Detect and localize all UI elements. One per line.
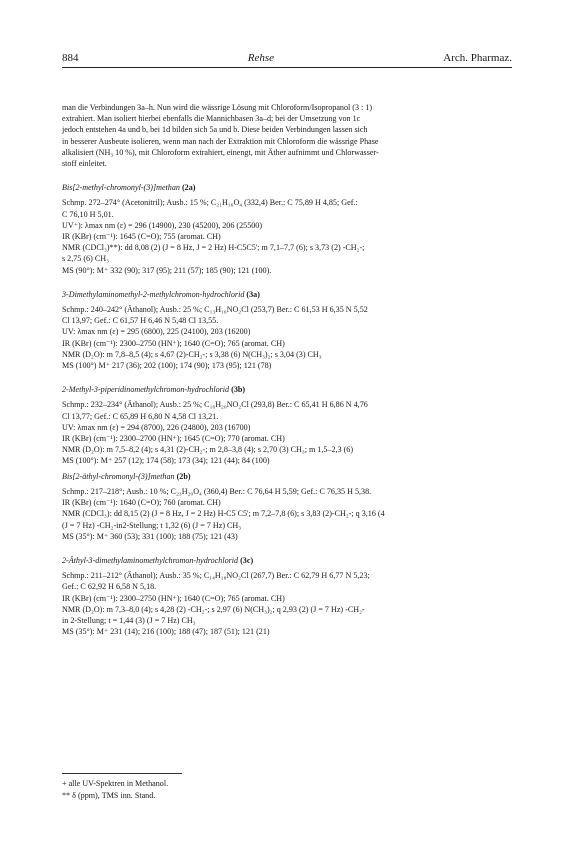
compound-name: Bis[2-äthyl-chromonyl-(3)]methan bbox=[62, 471, 175, 481]
compound-entry-3c bbox=[62, 555, 512, 637]
compound-entry-3b bbox=[62, 384, 512, 466]
footnote-rule bbox=[62, 773, 182, 774]
data-line: NMR (CDCl₃)**): dd 8,08 (2) (J = 8 Hz, J = 2 Hz) H-C5C5'; m 7,1–7,7 (6); s 3,73 (2) -CH₂-; bbox=[62, 243, 365, 253]
page-content bbox=[62, 52, 512, 637]
footnote-nmr: ** δ (ppm), TMS inn. Stand. bbox=[62, 790, 156, 800]
data-line: C 76,10 H 5,01. bbox=[62, 209, 114, 219]
data-line: Schmp.: 211–212° (Äthanol); Ausb.: 35 %; C₁₄H₁₈NO₂Cl (267,7) Ber.: C 62,79 H 6,77 N 5,23; bbox=[62, 571, 370, 581]
journal-name: Arch. Pharmaz. bbox=[443, 52, 512, 64]
footnote-uv: + alle UV-Spektren in Methanol. bbox=[62, 779, 169, 788]
compound-name: 2-Äthyl-3-dimethylaminomethylchromon-hydrochlorid bbox=[62, 555, 239, 565]
data-line: Schmp.: 240–242° (Äthanol); Ausb.: 25 %; C₁₃H₁₆NO₂Cl (253,7) Ber.: C 61,53 H 6,35 N 5,52 bbox=[62, 305, 368, 315]
intro-line: jedoch entstehen 4a und b, bei 1d bilden sich 5a und b. Diese beiden Verbindungen lassen sich bbox=[62, 125, 368, 135]
intro-paragraph bbox=[62, 102, 512, 169]
data-line: (J = 7 Hz) -CH₂-in2-Stellung; t 1,32 (6) (J = 7 Hz) CH₃ bbox=[62, 520, 242, 530]
data-line: NMR (D₂O): m 7,3–8,0 (4); s 4,28 (2) -CH₂-; s 2,97 (6) N(CH₃)₂; q 2,93 (2) (J = 7 Hz) -CH₂- bbox=[62, 604, 365, 614]
data-line: Schmp.: 217–218°; Ausb.: 10 %; C₂₃H₂₀O₄ (360,4) Ber.: C 76,64 H 5,59; Gef.: C 76,35 H 5,38. bbox=[62, 486, 372, 496]
data-line: NMR (D₂O): m 7,5–8,2 (4); s 4,31 (2)-CH₂-; m 2,8–3,8 (4); s 2,70 (3) CH₃; m 1,5–2,3 (6) bbox=[62, 445, 354, 455]
data-line: Cl 13,77; Gef.: C 65,89 H 6,80 N 4,58 Cl 13,21. bbox=[62, 411, 219, 421]
compound-code: (2b) bbox=[176, 471, 191, 481]
compound-code: (3b) bbox=[231, 385, 246, 395]
data-line: UV: λmax nm (ε) = 294 (8700), 226 (24800), 203 (16700) bbox=[62, 422, 251, 432]
compound-entry-2a bbox=[62, 182, 512, 276]
running-header bbox=[62, 52, 512, 68]
data-line: UV⁺): λmax nm (ε) = 296 (14900), 230 (45200), 206 (25500) bbox=[62, 220, 263, 230]
running-author: Rehse bbox=[247, 52, 275, 64]
data-line: IR (KBr) (cm⁻¹): 1640 (C=O); 760 (aromat. CH) bbox=[62, 498, 221, 508]
data-line: Schmp.: 232–234° (Äthanol); Ausb.: 25 %; C₁₆H₂₀NO₂Cl (293,8) Ber.: C 65,41 H 6,86 N 4,76 bbox=[62, 400, 368, 410]
compound-title bbox=[62, 384, 512, 395]
data-line: Cl 13,97; Gef.: C 61,57 H 6,46 N 5,48 Cl 13,55. bbox=[62, 316, 219, 326]
data-line: UV: λmax nm (ε) = 295 (6800), 225 (24100), 203 (16200) bbox=[62, 327, 251, 337]
intro-line: stoff einleitet. bbox=[62, 159, 107, 169]
compound-name: 2-Methyl-3-piperidinomethylchromon-hydrochlorid bbox=[62, 385, 230, 395]
compound-title bbox=[62, 289, 512, 300]
data-line: MS (100°): M⁺ 257 (12); 174 (58); 173 (34); 121 (44); 84 (100) bbox=[62, 456, 270, 466]
data-line: IR (KBr) (cm⁻¹): 2300–2750 (HN⁺); 1640 (C=O); 765 (aromat. CH) bbox=[62, 593, 285, 603]
data-line: in 2-Stellung; t = 1,44 (3) (J = 7 Hz) CH₃ bbox=[62, 615, 196, 625]
data-line: s 2,75 (6) CH₃ bbox=[62, 254, 109, 264]
data-line: Schmp. 272–274° (Acetonitril); Ausb.: 15 %; C₂₁H₁₆O₄ (332,4) Ber.: C 75,89 H 4,85; Gef.: bbox=[62, 198, 358, 208]
compound-code: (2a) bbox=[181, 183, 196, 193]
data-line: IR (KBr) (cm⁻¹): 2300–2700 (HN⁺); 1645 (C=O); 770 (aromat. CH) bbox=[62, 434, 285, 444]
data-line: MS (35°): M⁺ 360 (53); 331 (100); 188 (75); 121 (43) bbox=[62, 531, 238, 541]
compound-title bbox=[62, 182, 512, 193]
compound-name: 3-Dimethylaminomethyl-2-methylchromon-hydrochlorid bbox=[62, 289, 245, 299]
page-number: 884 bbox=[62, 52, 79, 64]
intro-line: extrahiert. Man isoliert hierbei ebenfalls die Mannichbasen 3a–d; bei der Umsetzung von 1c bbox=[62, 114, 361, 124]
intro-line: in besserer Ausbeute isolieren, wenn man nach der Extraktion mit Chloroform die wässrige Phase bbox=[62, 136, 379, 146]
data-line: MS (90°): M⁺ 332 (90); 317 (95); 211 (57); 185 (90); 121 (100). bbox=[62, 265, 272, 275]
compound-name: Bis[2-methyl-chromonyl-(3)]methan bbox=[62, 183, 180, 193]
intro-line: alkalisiert (NH₃ 10 %), mit Chloroform extrahiert, einengt, mit Äther aufnimmt und Chlorwasser- bbox=[62, 147, 379, 157]
data-line: IR (KBr) (cm⁻¹): 2300–2750 (HN⁺); 1640 (C=O); 765 (aromat. CH) bbox=[62, 338, 285, 348]
intro-line: man die Verbindungen 3a–h. Nun wird die wässrige Lösung mit Chloroform/Isopropanol (3 : 1) bbox=[62, 103, 373, 112]
compound-entry-2b bbox=[62, 471, 512, 542]
data-line: Gef.: C 62,92 H 6,58 N 5,18. bbox=[62, 582, 157, 592]
compound-entry-3a bbox=[62, 289, 512, 371]
compound-code: (3a) bbox=[246, 289, 260, 299]
compound-code: (3c) bbox=[240, 555, 254, 565]
data-line: MS (35°): M⁺ 231 (14); 216 (100); 188 (47); 187 (51); 121 (21) bbox=[62, 627, 270, 637]
data-line: NMR (CDCl₃): dd 8,15 (2) (J = 8 Hz, J = 2 Hz) H-C5 C5'; m 7,2–7,8 (6); s 3,83 (2)-CH₂-; q 3,16 (4 bbox=[62, 509, 385, 519]
data-line: NMR (D₂O): m 7,8–8,5 (4); s 4,67 (2)-CH₂-; s 3,38 (6) N(CH₃)₂; s 3,04 (3) CH₃ bbox=[62, 349, 322, 359]
compound-title bbox=[62, 555, 512, 566]
data-line: IR (KBr) (cm⁻¹): 1645 (C=O); 755 (aromat. CH) bbox=[62, 232, 221, 242]
footnotes bbox=[62, 773, 242, 801]
compound-title bbox=[62, 471, 512, 482]
data-line: MS (100°) M⁺ 217 (36); 202 (100); 174 (90); 173 (95); 121 (78) bbox=[62, 361, 272, 371]
